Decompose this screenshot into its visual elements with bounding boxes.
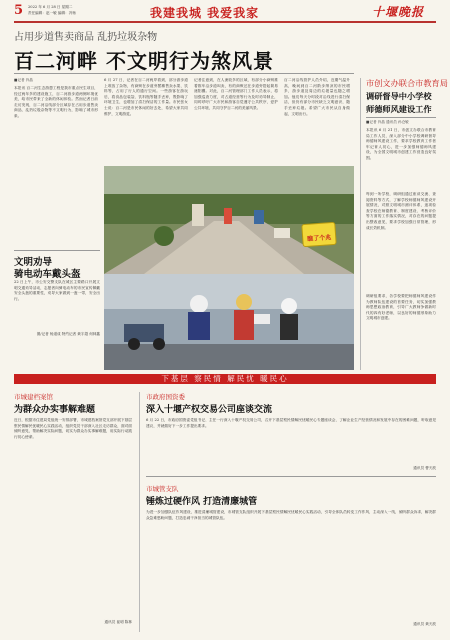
masthead-rule: [14, 21, 436, 23]
bottom-a-kicker: 市城建档案馆: [14, 393, 53, 401]
lead-column-2: 6 月 27 日，记者在百二河两岸看到，部分游步道上堆放了杂物，有商贩在步道旁摆摊售卖水果、饮料等，占用了行人的通行空间。一些游客在游玩后，将食品包装袋、饮料瓶等随手丢弃，既影响了环境卫生，也增加了清扫保洁的工作量。市民张女士说：百二河是市民休闲的好去处，希望大家共同维护，文明游览。: [104, 78, 188, 116]
bottom-a-headline: 为群众办实事解难题: [14, 405, 96, 415]
bottom-b-text: 6 月 22 日，市政府国资委党组书记、主任一行深入十堰产权交易公司，召开下基层察民情解民忧暖民心专题座谈会，了解企业生产经营情况和发展中存在的困难问题，听取意见建议，并就做好下一步工作提出要求。: [146, 418, 436, 428]
bottom-c-credit: 通讯员 黄天波: [413, 622, 436, 626]
riverside-photo: [104, 166, 354, 274]
bottom-b-kicker: 市政府国资委: [146, 393, 185, 401]
photo-tag-text: 瞧了个兆: [307, 234, 332, 243]
bottom-divider-1: [139, 392, 140, 632]
newspaper-logo: 十堰晚报: [372, 5, 425, 19]
right-text-2: 每到一所学校，调研组通过座谈交流、查阅资料等方式，了解学校师德师风建设开展情况，对照文明城市测评体系，逐项检查学校在师德教育、制度建设、考核评价等方面的工作落实情况，对存在的问题提出整改意见，要求学校加强日常管理，形成长效机制。: [366, 192, 436, 230]
lead-column-1: 本报讯 百二河生态游憩工程是我市重点民生项目，经过两年多的建设施工，百二河游步道两侧环境优美，给市民带来了全新的休闲体验。然而记者日前走访发现，百二河沿线部分区域存在占用步道售卖商品、乱扔垃圾杂物等不文明行为，影响了城市形象。: [14, 86, 98, 118]
right-headline-3: 师德师风建设工作: [366, 104, 432, 114]
caption-top-rule: [14, 250, 100, 251]
caption-title-1: 文明劝导: [14, 257, 53, 268]
lead-headline: 百二河畔 不文明行为煞风景: [14, 49, 274, 73]
issue-date: 2022 年 6 月 28 日 星期二: [28, 5, 73, 9]
riverside-illustration: [104, 166, 354, 274]
photo-tag: [301, 222, 337, 247]
bottom-b-headline: 深入十堰产权交易公司座谈交流: [146, 405, 273, 415]
editor-credit: 责任编辑：赵一敏 编辑：冯杨: [28, 11, 76, 15]
helmet-illustration: [104, 274, 354, 370]
right-headline-1: 市创文办联合市教育局: [366, 78, 448, 88]
right-text-1: 本报讯 6 月 21 日，市创文办联合市教育局工作人员，深入部分中小学校调研督导师德师风建设工作，要求学校教育工作者牢记育人初心，进一步加强师德师风建设，为全国文明城市创建工作营造良好氛围。: [366, 128, 436, 160]
right-text-3: 调研组要求，各学校要把师德师风建设作为教师队伍建设的首要任务，切实加强教师思想政治教育，引导广大教师争做新时代的四有好老师，以良好的师德形象助力文明城市创建。: [366, 294, 436, 321]
lead-column-3: 记者注意到，在人流较多的区域，有部分小商贩推着推车沿步道叫卖，有的商贩还在步道旁搭起简易遮阳棚。对此，百二河管理部门工作人员表示，将加强巡查力度，对占道经营等行为及时劝导制止，同时呼吁广大市民和游客自觉遵守公共秩序，爱护公共环境，共同守护百二河的美丽风景。: [194, 78, 278, 110]
helmet-photo: [104, 274, 354, 370]
lead-headline-rule: [14, 73, 354, 74]
bottom-c-kicker: 市城管支队: [146, 485, 179, 493]
right-byline: ■记者 肖晶 通讯员 孙仓敏: [366, 120, 409, 124]
bottom-c-headline: 锤炼过硬作风 打造清廉城管: [146, 497, 258, 507]
bottom-a-text: 近日，根据市住建局党组统一安排部署，市城建档案馆党支部开展下基层察民情解民忧暖民心实践活动，组织党员干部深入社区走访群众，面对面倾听意见，帮助解决实际问题，切实为群众办实事解难题，用实际行动践行初心使命。: [14, 418, 132, 439]
lead-column-4: 百二河沿线管护人员介绍，近期气温升高，晚间到百二河散步纳凉的市民增多，游步道及周边的垃圾量也随之增加。他们每天分时段对沿线进行清扫保洁，但仍有部分市民缺乏文明意识，随手丢弃垃圾。希望广大市民从自身做起，文明出行。: [284, 78, 350, 116]
lead-byline: ■记者 肖晶: [14, 78, 33, 82]
section-banner: [14, 374, 436, 384]
bottom-b-credit: 通讯员 曹天波: [413, 466, 436, 470]
lead-kicker: 占用步道售卖商品 乱扔垃圾杂物: [14, 32, 158, 43]
caption-text: 22 日上午，市公安交警支队在城区主要路口开展文明交通劝导活动，志愿者向骑电动车的市民宣传佩戴安全头盔的重要性，劝导大家做到一盔一带，安全出行。: [14, 280, 100, 301]
page-slogan: 我建我城 我爱我家: [150, 6, 260, 20]
right-headline-2: 调研督导中小学校: [366, 91, 432, 101]
page-number: 5: [14, 3, 24, 18]
caption-credit: 图/记者 杨道成 特约记者 黄宇超 何林鑫: [36, 332, 100, 336]
right-headline-rule: [366, 117, 436, 118]
bottom-mid-rule: [146, 476, 436, 477]
section-banner-text: 下基层 察民情 解民忧 暖民心: [161, 374, 289, 383]
lead-right-divider: [360, 78, 361, 370]
bottom-a-credit: 通讯员 崔明 陈林: [104, 620, 132, 624]
caption-title-2: 骑电动车戴头盔: [14, 269, 81, 280]
bottom-c-text: 为进一步加强队伍作风建设，推进清廉城管建设，市城管支队组织开展下基层察民情解民忧暖民心实践活动，引导全体队员转变工作作风，主动深入一线，倾听群众诉求，解决群众急难愁盼问题，打造忠诚干净担当的城管队伍。: [146, 510, 436, 520]
